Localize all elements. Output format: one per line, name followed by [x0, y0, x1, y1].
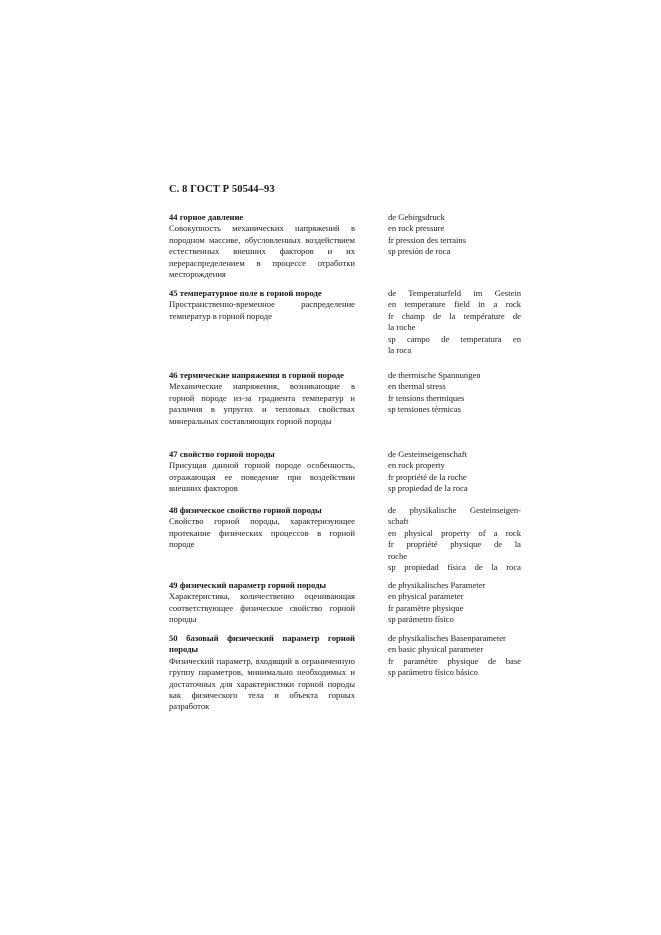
- term-equivalents: [388, 505, 521, 573]
- equivalent-de-cont: schaft: [388, 516, 409, 527]
- equivalent-fr: fr pression des terrains: [388, 234, 467, 245]
- equivalent-sp-cont: la roca: [388, 345, 412, 356]
- equivalent-en: en temperature field in a rock: [388, 299, 521, 310]
- equivalent-fr-cont: roche: [388, 550, 408, 561]
- equivalent-de: de physikalisches Basenparameter: [388, 633, 506, 643]
- term-title: 49 физический параметр горной породы: [169, 580, 327, 590]
- equivalent-en: en rock property: [388, 460, 445, 471]
- term-equivalents: [388, 449, 521, 495]
- term-definition: Физический параметр, входящий в ограниченную группу параметров, минимально необходимых и достаточных для характеристики горной породы как физического тела и объекта горных разработок: [169, 655, 355, 712]
- term-title: 46 термические напряжения в горной породе: [169, 370, 344, 380]
- equivalent-de: de Gebirgsdruck: [388, 212, 445, 222]
- term-title: 44 горное давление: [169, 212, 244, 222]
- equivalent-en: en physical property of a rock: [388, 527, 521, 538]
- equivalent-fr: fr paramètre physique: [388, 602, 464, 613]
- equivalent-sp: sp tensiones térmicas: [388, 404, 462, 415]
- term-definition: Характеристика, количественно оценивающая соответствующее физическое свойство горной породы: [169, 591, 355, 625]
- term-equivalents: [388, 288, 521, 356]
- term-ru-block: [169, 288, 355, 322]
- equivalent-en: en physical parameter: [388, 591, 464, 602]
- term-title: 47 свойство горной породы: [169, 449, 275, 459]
- equivalent-fr: fr propriété physique de la: [388, 539, 521, 550]
- equivalent-en: en basic physical parameter: [388, 644, 484, 655]
- term-equivalents: [388, 212, 521, 258]
- equivalent-de: de Gesteinseigenschaft: [388, 449, 467, 459]
- term-ru-block: [169, 633, 355, 713]
- equivalent-sp: sp parámetro físico: [388, 614, 454, 625]
- equivalent-sp: sp propiedad de la roca: [388, 483, 468, 494]
- term-definition: Механические напряжения, возникающие в горной породе из-за градиента температур и различия в упругих и тепловых свойствах минеральных составляющих горной породы: [169, 381, 355, 426]
- equivalent-fr: fr paramètre physique de base: [388, 655, 521, 666]
- term-definition: Совокупность механических напряжений в породном массиве, обусловленных воздействием естественных внешних факторов и их перераспределением в процессе отработки месторождения: [169, 223, 355, 280]
- term-ru-block: [169, 449, 355, 495]
- equivalent-en: en rock pressure: [388, 223, 445, 234]
- equivalent-fr: fr champ de la température de: [388, 310, 521, 321]
- term-equivalents: [388, 370, 521, 416]
- term-ru-block: [169, 580, 355, 626]
- term-definition: Свойство горной породы, характеризующее протекание физических процессов в горной породе: [169, 516, 355, 550]
- equivalent-de: de physikalische Gesteinseigen-: [388, 505, 521, 515]
- term-title: 50 базовый физический параметр горной породы: [169, 633, 355, 655]
- equivalent-sp: sp propiedad física de la roca: [388, 562, 521, 573]
- equivalent-de: de thermische Spannungen: [388, 370, 481, 380]
- equivalent-de: de physikalisches Parameter: [388, 580, 486, 590]
- term-ru-block: [169, 212, 355, 280]
- equivalent-sp: sp presión de roca: [388, 246, 451, 257]
- equivalent-sp: sp parámetro físico básico: [388, 667, 478, 678]
- equivalent-fr: fr tensions thermiques: [388, 392, 465, 403]
- term-title: 48 физическое свойство горной породы: [169, 505, 322, 515]
- term-ru-block: [169, 505, 355, 551]
- term-definition: Присущая данной горной породе особенность, отражающая ее поведение при воздействии внешних факторов: [169, 460, 355, 494]
- term-equivalents: [388, 633, 521, 679]
- equivalent-en: en thermal stress: [388, 381, 446, 392]
- term-equivalents: [388, 580, 521, 626]
- page-header: С. 8 ГОСТ Р 50544–93: [169, 184, 275, 195]
- equivalent-de: de Temperaturfeld im Gestein: [388, 288, 521, 298]
- term-ru-block: [169, 370, 355, 427]
- term-definition: Пространственно-временное распределение температур в горной породе: [169, 299, 355, 321]
- term-title: 45 температурное поле в горной породе: [169, 288, 322, 298]
- equivalent-fr: fr propriété de la roche: [388, 471, 467, 482]
- equivalent-sp: sp campo de temperatura en: [388, 333, 521, 344]
- equivalent-fr-cont: la roche: [388, 322, 416, 333]
